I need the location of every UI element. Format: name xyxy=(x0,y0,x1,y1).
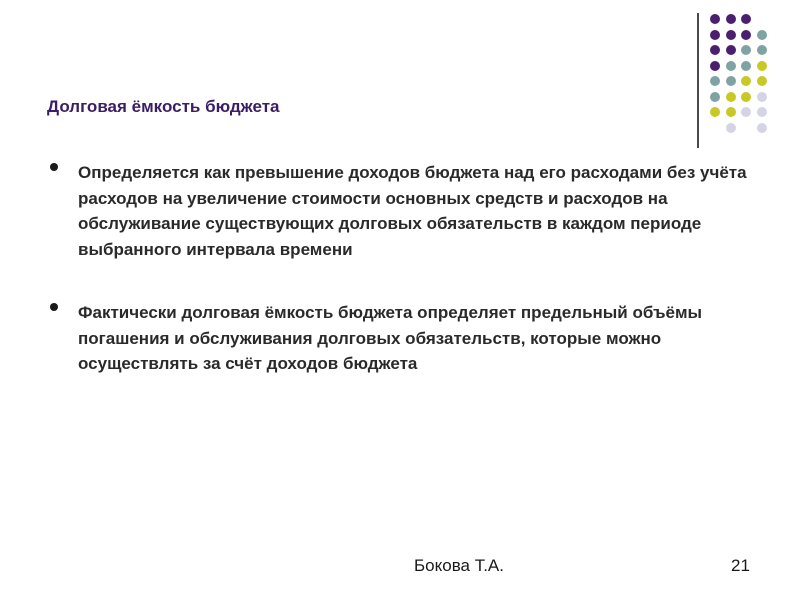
decorative-dot xyxy=(757,107,767,117)
vertical-divider-line xyxy=(697,13,699,148)
decorative-dot xyxy=(726,76,736,86)
bullet-item xyxy=(47,160,747,262)
slide-title: Долговая ёмкость бюджета xyxy=(47,97,280,116)
decorative-dot xyxy=(710,30,720,40)
decorative-dot xyxy=(741,92,751,102)
decorative-dot xyxy=(757,45,767,55)
decorative-dot-grid xyxy=(710,14,780,126)
decorative-dot xyxy=(757,92,767,102)
decorative-dot xyxy=(757,30,767,40)
decorative-dot xyxy=(710,76,720,86)
decorative-dot xyxy=(710,92,720,102)
bullet-dot-icon xyxy=(50,303,58,311)
decorative-dot xyxy=(726,92,736,102)
bullet-text: Определяется как превышение доходов бюджета над его расходами без учёта расходов на увеличение стоимости основных средств и расходов на обслуживание существующих долговых обязательств в каждом периоде выбранного интервала времени xyxy=(78,163,747,259)
decorative-dot xyxy=(757,123,767,133)
bullet-dot-icon xyxy=(50,163,58,171)
bullet-item xyxy=(47,300,747,377)
page-number: 21 xyxy=(731,556,750,575)
decorative-dot xyxy=(726,45,736,55)
decorative-dot xyxy=(741,61,751,71)
decorative-dot xyxy=(710,61,720,71)
decorative-dot xyxy=(726,123,736,133)
decorative-dot xyxy=(757,76,767,86)
bullet-text: Фактически долговая ёмкость бюджета определяет предельный объёмы погашения и обслуживания долговых обязательств, которые можно осуществлять за счёт доходов бюджета xyxy=(78,303,703,373)
decorative-dot xyxy=(710,45,720,55)
decorative-dot xyxy=(741,76,751,86)
decorative-dot xyxy=(726,107,736,117)
decorative-dot xyxy=(710,14,720,24)
decorative-dot xyxy=(741,45,751,55)
bullet-list xyxy=(47,160,747,415)
decorative-dot xyxy=(741,30,751,40)
decorative-dot xyxy=(710,107,720,117)
decorative-dot xyxy=(757,61,767,71)
decorative-dot xyxy=(726,14,736,24)
decorative-dot xyxy=(741,14,751,24)
footer-author: Бокова Т.А. xyxy=(414,556,504,575)
decorative-dot xyxy=(741,107,751,117)
decorative-dot xyxy=(726,30,736,40)
decorative-dot xyxy=(726,61,736,71)
